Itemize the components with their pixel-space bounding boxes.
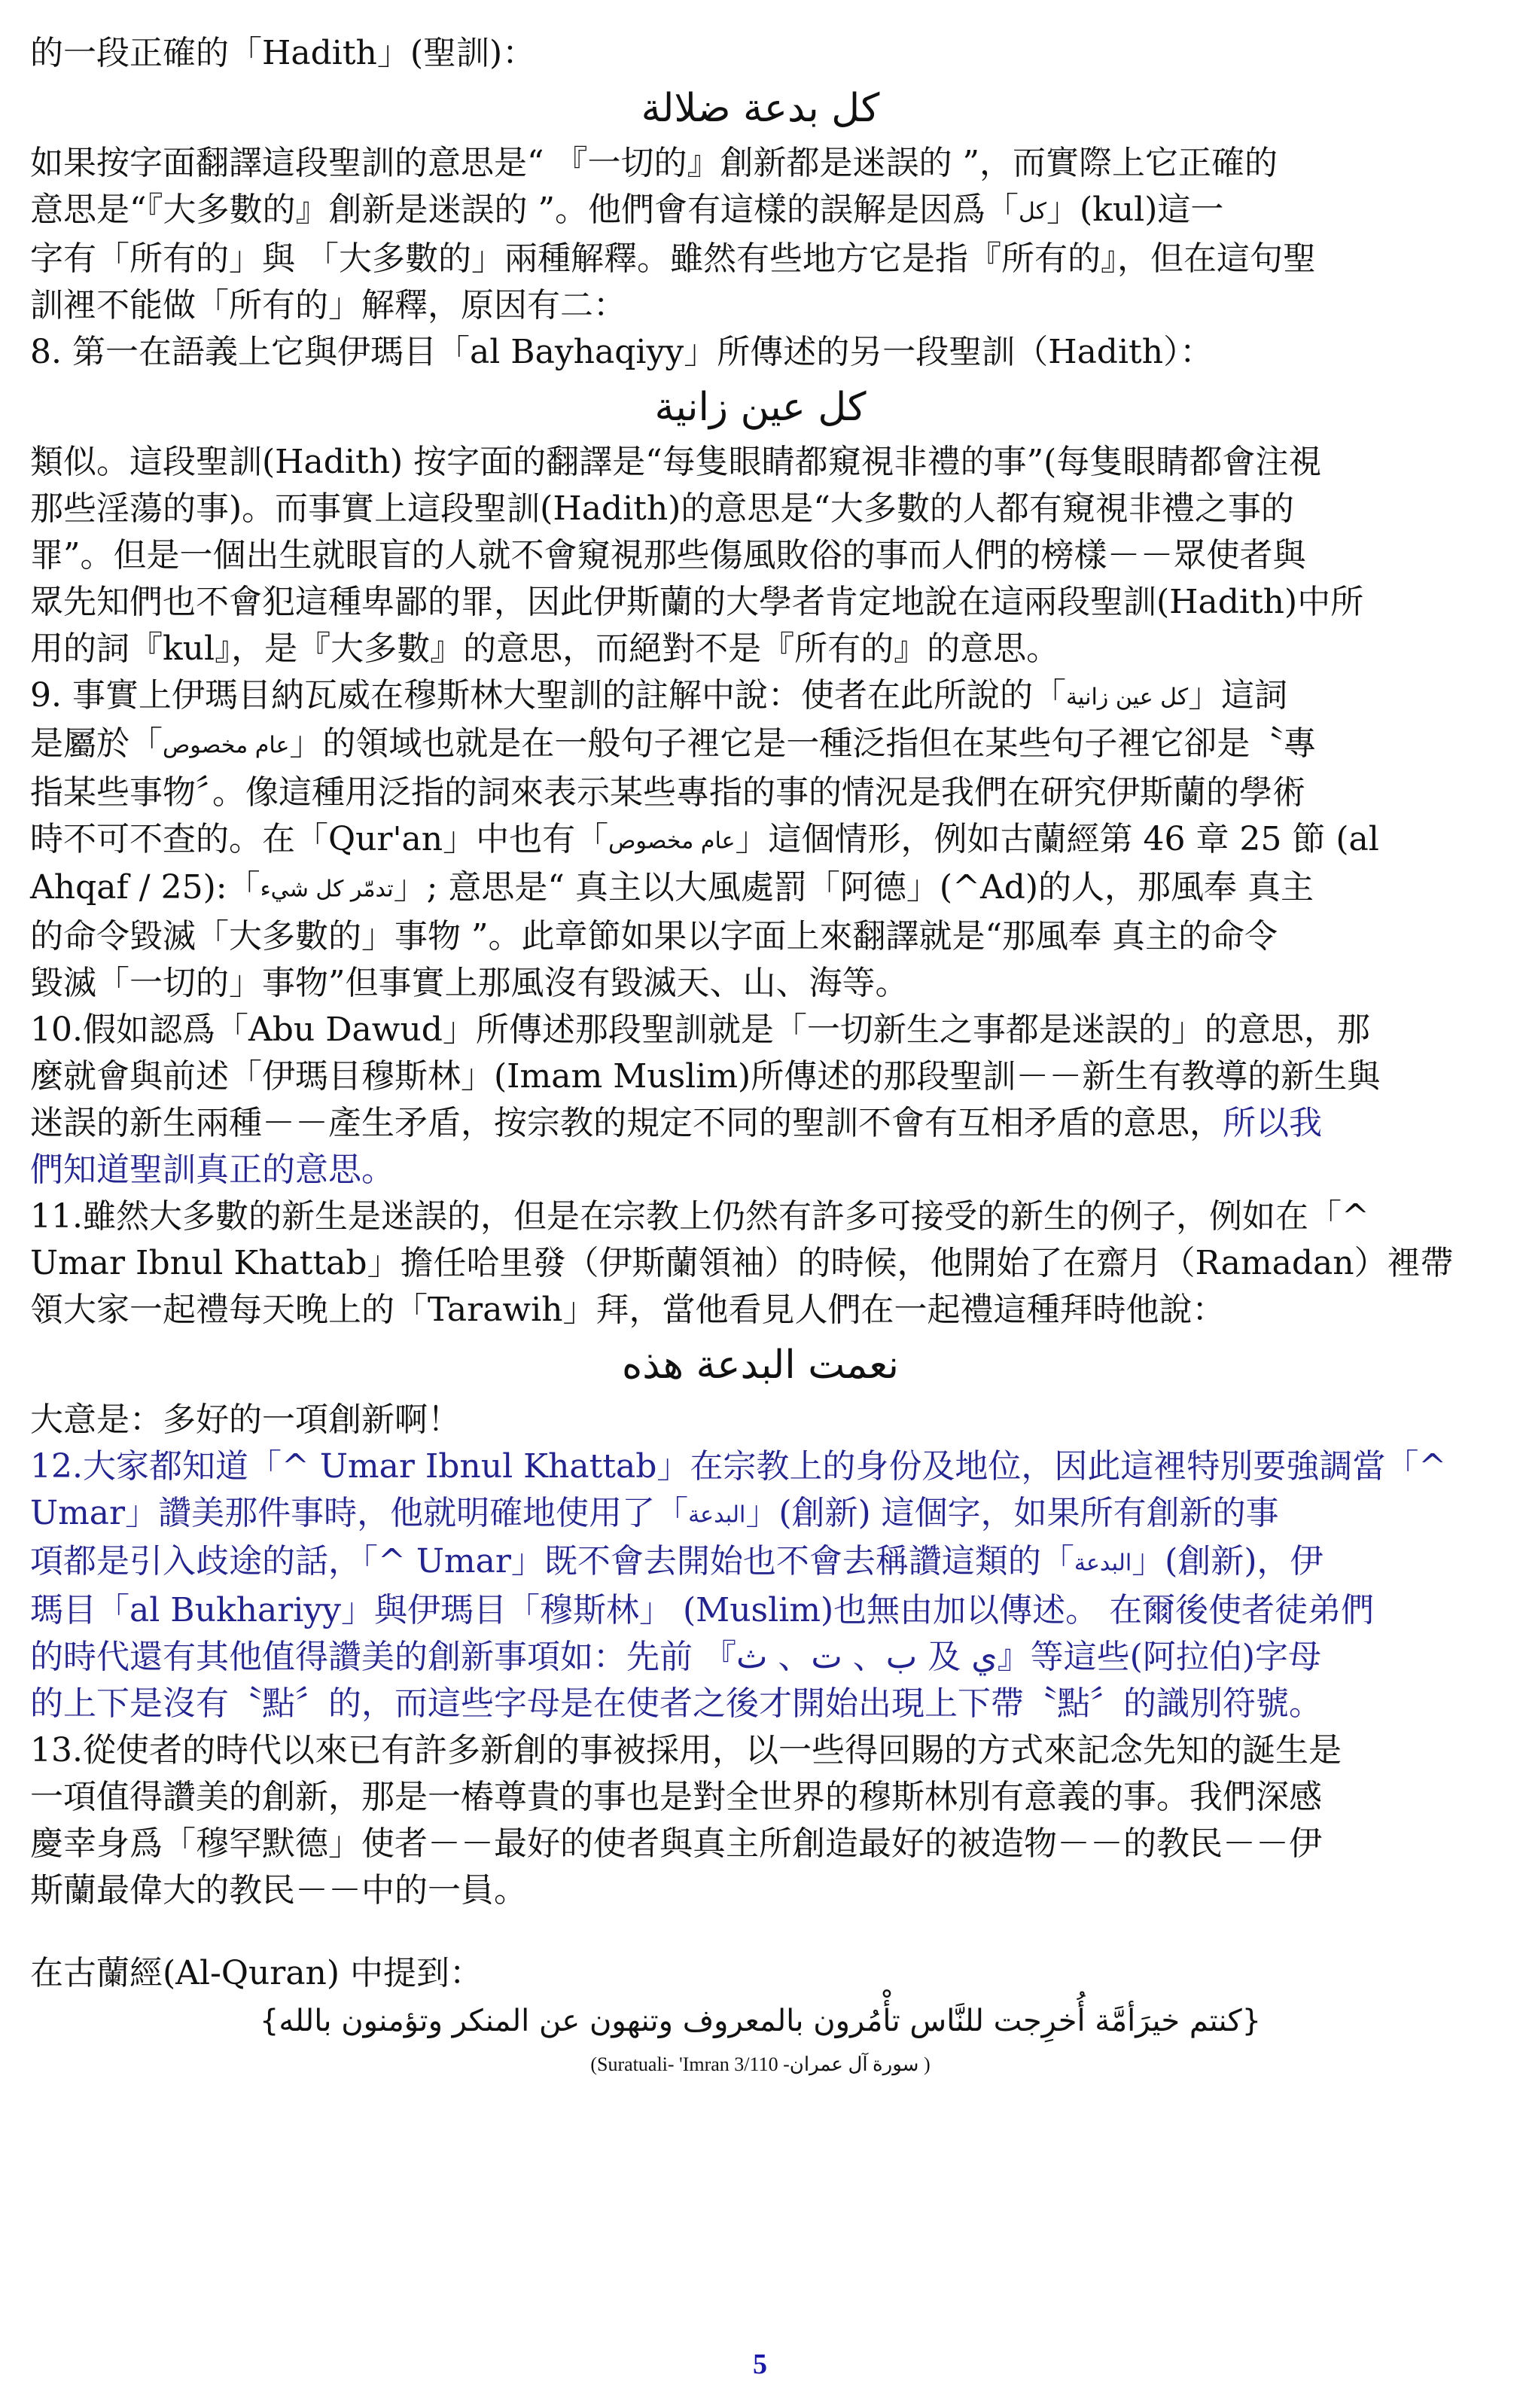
paragraph-11-line: Umar Ibnul Khattab」擔任哈里發（伊斯蘭領袖）的時候，他開始了在齋月（Ramadan）裡帶 [30,1243,1454,1282]
quran-verse: {كنتم خيرَأمَّة أُخرِجت للنَّاس تأْمُرون بالمعروف وتنهون عن المنكر وتؤمنون بالله} [259,2003,1262,2038]
paragraph-9-line: 的命令毀滅「大多數的」事物 ”。此章節如果以字面上來翻譯就是“那風奉 真主的命令 [30,916,1278,956]
paragraph-8: 8. 第一在語義上它與伊瑪目「al Bayhaqiyy」所傳述的另一段聖訓（Hadith）： [30,332,1214,371]
paragraph-12 [30,1443,1491,1727]
arabic-hadith-1: كل بدعة ضلالة [641,86,880,131]
paragraph-12-line: 的時代還有其他值得讚美的創新事項如：先前 『ب、 ت、 ث 及 ي』等這些(阿拉伯)字母 [30,1637,1322,1676]
paragraph-line: 字有「所有的」與 「大多數的」兩種解釋。雖然有些地方它是指『所有的』，但在這句聖 [30,239,1316,278]
intro-line: 的一段正確的「Hadith」(聖訓)： [30,34,536,72]
arabic-kul: كل [1018,198,1046,225]
paragraph-line: 類似。這段聖訓(Hadith) 按字面的翻譯是“每隻眼睛都窺視非禮的事”(每隻眼睛都會注視 [30,442,1322,481]
arabic-hadith-2: كل عين زانية [654,384,867,430]
paragraph-13-line: 慶幸身爲「穆罕默德」使者－－最好的使者與真主所創造最好的被造物－－的教民－－伊 [30,1824,1322,1863]
page-number: 5 [753,2349,767,2380]
paragraph-10-line: 們知道聖訓真正的意思。 [30,1150,394,1189]
quran-intro: 在古蘭經(Al-Quran) 中提到： [30,1953,483,1992]
paragraph-line: 訓裡不能做「所有的」解釋，原因有二： [30,285,626,325]
paragraph-10-line: 迷誤的新生兩種－－產生矛盾，按宗教的規定不同的聖訓不會有互相矛盾的意思，所以我 [30,1103,1322,1142]
paragraph-line: 意思是“『大多數的』創新是迷誤的 ”。他們會有這樣的誤解是因爲「كل」(kul)這一 [30,191,1224,229]
paragraph-line: 眾先知們也不會犯這種卑鄙的罪，因此伊斯蘭的大學者肯定地說在這兩段聖訓(Hadith)中所 [30,582,1364,621]
paragraph-13-line: 一項值得讚美的創新，那是一樁尊貴的事也是對全世界的穆斯林別有意義的事。我們深感 [30,1777,1322,1816]
arabic-inline: البدعة [1074,1550,1132,1577]
spacer [30,1914,1491,1950]
arabic-inline: كل عين زانية [1065,684,1189,710]
document-page [30,30,1491,2099]
paragraph-12-line: Umar」讚美那件事時，他就明確地使用了「البدعة」(創新) 這個字，如果所有創新的事 [30,1493,1279,1532]
paragraph-13-line: 斯蘭最偉大的教民－－中的一員。 [30,1870,527,1910]
arabic-inline: عام مخصوص [163,732,290,759]
paragraph-10-line: 10.假如認爲「Abu Dawud」所傳述那段聖訓就是「一切新生之事都是迷誤的」的意思，那 [30,1010,1370,1049]
paragraph-12-line: 項都是引入歧途的話，「^ Umar」既不會去開始也不會去稱讚這類的「البدعة」(創新)，伊 [30,1542,1324,1580]
paragraph-line: 如果按字面翻譯這段聖訓的意思是“ 『一切的』創新都是迷誤的 ”，而實際上它正確的 [30,144,1278,182]
paragraph-10-line: 麼就會與前述「伊瑪目穆斯林」(Imam Muslim)所傳述的那段聖訓－－新生有教導的新生與 [30,1056,1381,1096]
arabic-quote-3: نعمت البدعة هذه [622,1342,899,1388]
paragraph-9-line: 是屬於「عام مخصوص」的領域也就是在一般句子裡它是一種泛指但在某些句子裡它卻是〝專 [30,724,1317,763]
paragraph-13-line: 13.從使者的時代以來已有許多新創的事被採用，以一些得回賜的方式來記念先知的誕生是 [30,1730,1342,1769]
paragraph-12-line: 的上下是沒有〝點〞的，而這些字母是在使者之後才開始出現上下帶〝點〞的識別符號。 [30,1684,1322,1723]
paragraph-9-line: 時不可不查的。在「Qur'an」中也有「عام مخصوص」這個情形，例如古蘭經第 46 章 25 節 (al [30,819,1379,858]
paragraph-9-line: 毀滅「一切的」事物”但事實上那風沒有毀滅天、山、海等。 [30,963,909,1002]
paragraph-11-line: 11.雖然大多數的新生是迷誤的，但是在宗教上仍然有許多可接受的新生的例子，例如在「^ [30,1196,1369,1236]
paragraph-12-line: 12.大家都知道「^ Umar Ibnul Khattab」在宗教上的身份及地位，因此這裡特別要強調當「^ [30,1446,1447,1486]
paragraph-9-line: 9. 事實上伊瑪目納瓦威在穆斯林大聖訓的註解中說：使者在此所說的「كل عين زانية」這詞 [30,675,1288,715]
arabic-inline: تدمّر كل شيء [260,876,394,903]
arabic-inline: البدعة [688,1501,746,1528]
blue-text: 所以我 [1223,1103,1322,1142]
arabic-inline: عام مخصوص [608,828,736,854]
paragraph-line: 那些淫蕩的事)。而事實上這段聖訓(Hadith)的意思是“大多數的人都有窺視非禮之事的 [30,489,1294,528]
citation: (Suratuali- 'Imran 3/110 -سورة آل عمران ) [590,2053,931,2075]
paragraph-9-line: 指某些事物〞。像這種用泛指的詞來表示某些專指的事的情況是我們在研究伊斯蘭的學術 [30,773,1305,812]
paragraph-line: 用的詞『kul』，是『大多數』的意思，而絕對不是『所有的』的意思。 [30,629,1060,668]
paragraph-11-line: 領大家一起禮每天晚上的「Tarawih」拜，當他看見人們在一起禮這種拜時他說： [30,1290,1226,1329]
paragraph-9-line: Ahqaf / 25):「تدمّر كل شيء」; 意思是“ 真主以大風處罰「阿德」(^Ad)的人，那風奉 真主 [30,868,1314,907]
meaning-line: 大意是：多好的一項創新啊！ [30,1400,461,1439]
paragraph-12-line: 瑪目「al Bukhariyy」與伊瑪目「穆斯林」 (Muslim)也無由加以傳述。 在爾後使者徒弟們 [30,1590,1375,1629]
paragraph-line: 罪”。但是一個出生就眼盲的人就不會窺視那些傷風敗俗的事而人們的榜樣－－眾使者與 [30,535,1306,575]
